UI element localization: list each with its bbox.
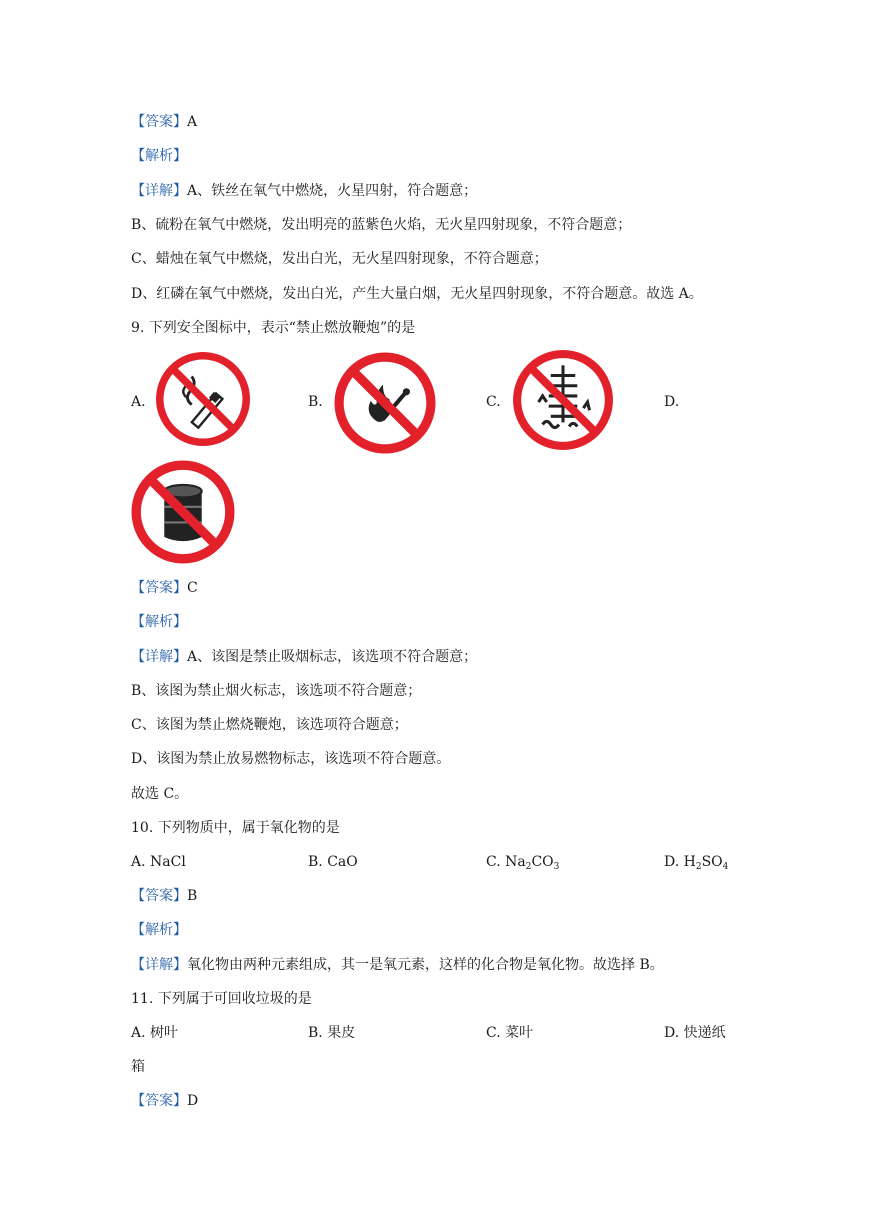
detail-text: 氧化物由两种元素组成，其一是氧元素，这样的化合物是氧化物。故选择 B。	[187, 957, 664, 973]
detail-text: A、铁丝在氧气中燃烧，火星四射，符合题意；	[187, 183, 478, 199]
q11-option-d-wrap: 箱	[131, 1059, 145, 1075]
subscript: 2	[525, 862, 532, 872]
q10-detail-line	[131, 955, 664, 975]
q9-option-d-label: D.	[664, 394, 680, 410]
q9-detail-line: D、该图为禁止放易燃物标志，该选项不符合题意。	[131, 751, 451, 767]
q9-question: 9. 下列安全图标中，表示“禁止燃放鞭炮”的是	[131, 320, 416, 336]
option-text: SO	[701, 854, 723, 870]
q11-option-c: C. 菜叶	[486, 1025, 534, 1041]
q11-answer	[131, 1091, 198, 1111]
no-firecrackers-icon	[512, 349, 614, 451]
option-text: D. H	[664, 854, 696, 870]
answer-value: D	[187, 1093, 199, 1109]
option-text: C. Na	[486, 854, 526, 870]
answer-tag: 【答案】	[131, 580, 187, 596]
answer-value: B	[187, 888, 198, 904]
q9-analysis-tag: 【解析】	[131, 614, 187, 630]
q9-detail-line: B、该图为禁止烟火标志，该选项不符合题意；	[131, 683, 422, 699]
q8-answer	[131, 112, 197, 132]
q10-option-a: A. NaCl	[131, 854, 186, 870]
q8-detail-line: C、蜡烛在氧气中燃烧，发出白光，无火星四射现象，不符合题意；	[131, 251, 548, 267]
no-open-flame-icon	[334, 352, 436, 454]
subscript: 3	[553, 862, 560, 872]
answer-tag: 【答案】	[131, 1093, 187, 1109]
q8-detail-line: B、硫粉在氧气中燃烧，发出明亮的蓝紫色火焰，无火星四射现象，不符合题意；	[131, 217, 632, 233]
q8-detail-line	[131, 181, 477, 201]
no-flammable-storage-icon	[131, 460, 235, 564]
q10-question: 10. 下列物质中，属于氧化物的是	[131, 820, 340, 836]
q9-detail-line: C、该图为禁止燃烧鞭炮，该选项符合题意；	[131, 717, 408, 733]
q10-analysis-tag: 【解析】	[131, 922, 187, 938]
q11-option-b: B. 果皮	[308, 1025, 356, 1041]
answer-tag: 【答案】	[131, 888, 187, 904]
q9-option-c-label: C.	[486, 394, 501, 410]
q9-answer	[131, 578, 198, 598]
no-smoking-icon	[156, 352, 250, 446]
q11-option-a: A. 树叶	[131, 1025, 179, 1041]
q10-option-d	[664, 852, 728, 877]
q11-option-d: D. 快递纸	[664, 1025, 726, 1041]
detail-tag: 【详解】	[131, 649, 187, 665]
q10-option-c	[486, 852, 559, 877]
q9-conclusion: 故选 C。	[131, 786, 189, 802]
q11-question: 11. 下列属于可回收垃圾的是	[131, 991, 312, 1007]
subscript: 4	[722, 862, 729, 872]
q9-option-a-label: A.	[131, 394, 146, 410]
answer-value: C	[187, 580, 198, 596]
answer-tag: 【答案】	[131, 114, 187, 130]
q8-detail-line: D、红磷在氧气中燃烧，发出白光，产生大量白烟，无火星四射现象，不符合题意。故选 A。	[131, 286, 703, 302]
detail-text: A、该图是禁止吸烟标志，该选项不符合题意；	[187, 649, 478, 665]
detail-tag: 【详解】	[131, 957, 187, 973]
q8-analysis-tag: 【解析】	[131, 148, 187, 164]
detail-tag: 【详解】	[131, 183, 187, 199]
q10-option-b: B. CaO	[308, 854, 358, 870]
q9-detail-line	[131, 647, 477, 667]
answer-value: A	[187, 114, 198, 130]
q9-option-b-label: B.	[308, 394, 323, 410]
subscript: 2	[695, 862, 702, 872]
q10-answer	[131, 886, 197, 906]
option-text: CO	[531, 854, 554, 870]
